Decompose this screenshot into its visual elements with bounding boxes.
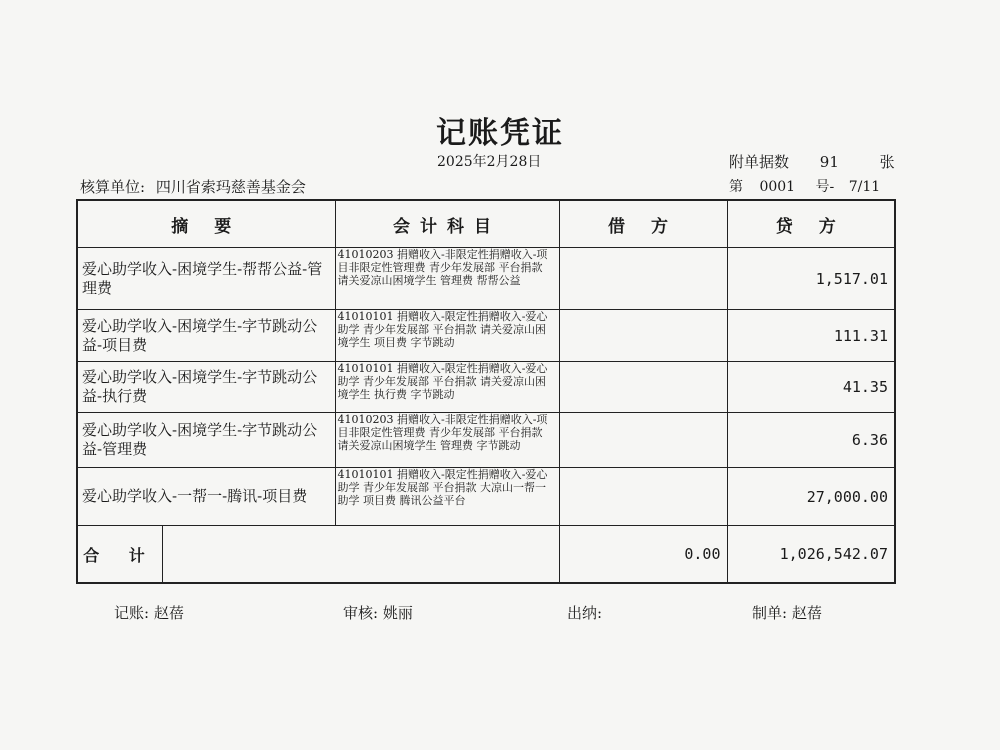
row-debit [559, 310, 727, 362]
row-credit: 111.31 [727, 310, 895, 362]
preparer-signature: 制单: 赵蓓 [752, 604, 822, 622]
total-label: 合 计 [78, 526, 163, 582]
header-credit: 贷 方 [727, 200, 895, 248]
table-row [77, 468, 895, 526]
header-subject: 会计科目 [335, 200, 559, 248]
table-row [77, 310, 895, 362]
voucher-page: 7/11 [848, 179, 881, 195]
row-credit: 1,517.01 [727, 248, 895, 310]
row-debit [559, 362, 727, 413]
row-debit [559, 248, 727, 310]
voucher-hao: 号- [815, 179, 835, 195]
row-debit [559, 413, 727, 468]
header-summary: 摘 要 [77, 200, 335, 248]
table-row [77, 248, 895, 310]
cashier-signature: 出纳: [567, 604, 603, 622]
row-credit: 6.36 [727, 413, 895, 468]
attachment-label: 附单据数 [729, 153, 790, 171]
row-subject: 41010203 捐赠收入-非限定性捐赠收入-项目非限定性管理费 青少年发展部 平台捐款 请关爱凉山困境学生 管理费 帮帮公益 [335, 248, 559, 310]
attachment-number: 91 [819, 153, 839, 171]
header-debit: 借 方 [559, 200, 727, 248]
row-summary: 爱心助学收入-困境学生-字节跳动公益-执行费 [77, 362, 335, 413]
row-credit: 27,000.00 [727, 468, 895, 526]
voucher-prefix: 第 [729, 179, 743, 195]
row-summary: 爱心助学收入-困境学生-字节跳动公益-管理费 [77, 413, 335, 468]
total-credit: 1,026,542.07 [727, 526, 895, 584]
total-debit: 0.00 [559, 526, 727, 584]
voucher-number [729, 176, 880, 196]
voucher-title: 记账凭证 [436, 116, 564, 151]
voucher-table [76, 199, 896, 584]
attachment-count [729, 151, 895, 172]
row-summary: 爱心助学收入-困境学生-帮帮公益-管理费 [77, 248, 335, 310]
voucher-no-value: 0001 [759, 179, 796, 195]
voucher-date: 2025年2月28日 [437, 154, 542, 170]
bookkeeper-signature: 记账: 赵蓓 [114, 604, 184, 622]
unit-label: 核算单位: [80, 178, 146, 196]
unit-name: 四川省索玛慈善基金会 [155, 178, 306, 196]
accounting-unit [80, 176, 306, 197]
row-subject: 41010101 捐赠收入-限定性捐赠收入-爱心助学 青少年发展部 平台捐款 请关爱凉山困境学生 项目费 字节跳动 [335, 310, 559, 362]
reviewer-signature: 审核: 姚丽 [343, 604, 413, 622]
row-summary: 爱心助学收入-困境学生-字节跳动公益-项目费 [77, 310, 335, 362]
row-subject: 41010101 捐赠收入-限定性捐赠收入-爱心助学 青少年发展部 平台捐款 大凉山一帮一助学 项目费 腾讯公益平台 [335, 468, 559, 526]
row-subject: 41010203 捐赠收入-非限定性捐赠收入-项目非限定性管理费 青少年发展部 平台捐款 请关爱凉山困境学生 管理费 字节跳动 [335, 413, 559, 468]
attachment-unit: 张 [879, 153, 895, 171]
table-row [77, 413, 895, 468]
total-row [77, 526, 895, 584]
row-credit: 41.35 [727, 362, 895, 413]
row-debit [559, 468, 727, 526]
row-summary: 爱心助学收入-一帮一-腾讯-项目费 [77, 468, 335, 526]
row-subject: 41010101 捐赠收入-限定性捐赠收入-爱心助学 青少年发展部 平台捐款 请关爱凉山困境学生 执行费 字节跳动 [335, 362, 559, 413]
table-row [77, 362, 895, 413]
